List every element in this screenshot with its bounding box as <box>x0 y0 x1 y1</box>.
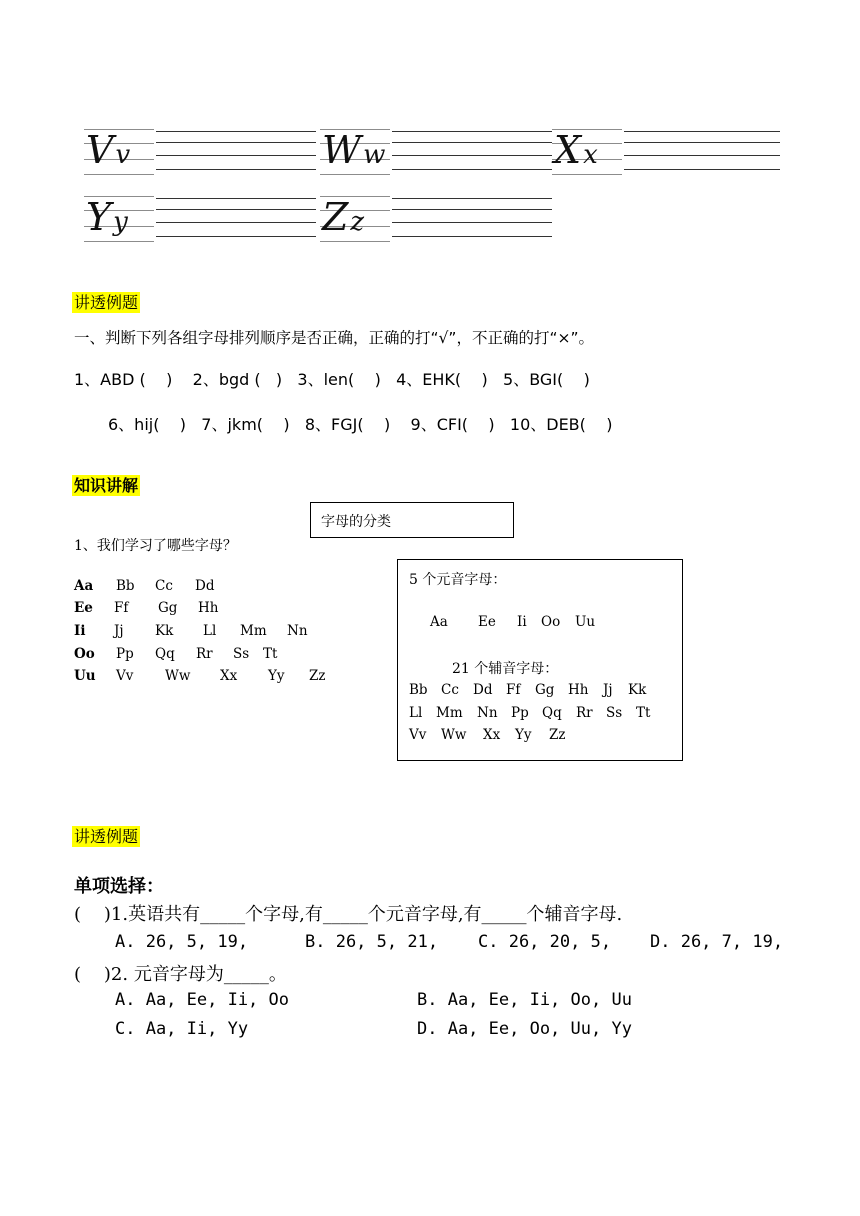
consonant-title: 21 个辅音字母： <box>452 661 559 677</box>
writing-lines <box>392 196 552 242</box>
writing-lines <box>624 129 780 175</box>
title-box-text: 字母的分类 <box>321 514 391 530</box>
writing-lines <box>392 129 552 175</box>
q2-option-a: A. Aa, Ee, Ii, Oo <box>115 990 289 1010</box>
title-box <box>310 502 514 538</box>
question-2: ( )2. 元音字母为_____。 <box>74 964 287 985</box>
single-choice-heading: 单项选择： <box>74 876 164 897</box>
vowel-row: Aa Ee Ii Oo Uu <box>430 614 596 630</box>
section-heading-knowledge <box>72 473 140 496</box>
heading-highlight: 讲透例题 <box>74 827 139 846</box>
letter-glyph: Ww <box>322 128 388 172</box>
handwriting-block-y <box>84 196 316 242</box>
instruction-text: 一、判断下列各组字母排列顺序是否正确，正确的打“√”，不正确的打“×”。 <box>74 329 594 347</box>
letter-box <box>320 196 390 242</box>
heading-highlight: 讲透例题 <box>74 293 139 312</box>
classification-box <box>397 559 683 761</box>
section-heading-examples <box>72 290 140 313</box>
writing-lines <box>156 129 316 175</box>
letter-glyph: Zz <box>322 195 367 239</box>
q1-option-a: A. 26, 5, 19, <box>115 932 249 952</box>
q2-option-d: D. Aa, Ee, Oo, Uu, Yy <box>417 1019 632 1039</box>
section-heading-examples-2 <box>72 824 140 847</box>
letter-box <box>84 196 154 242</box>
q1-option-d: D. 26, 7, 19, <box>650 932 784 952</box>
letter-box <box>84 129 154 175</box>
vowel-title: 5 个元音字母： <box>409 572 507 588</box>
consonant-row-1: Bb Cc Dd Ff Gg Hh Jj Kk <box>409 682 647 698</box>
letter-glyph: Xx <box>554 128 600 172</box>
q2-option-c: C. Aa, Ii, Yy <box>115 1019 249 1039</box>
letter-glyph: Yy <box>86 195 130 239</box>
question-text: 1、我们学习了哪些字母？ <box>74 538 237 554</box>
handwriting-block-w <box>320 129 552 175</box>
q1-option-c: C. 26, 20, 5, <box>478 932 612 952</box>
handwriting-block-x <box>552 129 780 175</box>
handwriting-block-z <box>320 196 552 242</box>
letter-box <box>552 129 622 175</box>
heading-highlight: 知识讲解 <box>74 476 139 495</box>
consonant-row-3: Vv Ww Xx Yy Zz <box>409 727 566 743</box>
judge-line-2: 6、hij( ) 7、jkm( ) 8、FGJ( ) 9、CFI( ) 10、DEB( ) <box>108 415 613 434</box>
writing-lines <box>156 196 316 242</box>
letter-glyph: Vv <box>86 128 133 172</box>
consonant-row-2: Ll Mm Nn Pp Qq Rr Ss Tt <box>409 705 651 721</box>
handwriting-block-v <box>84 129 316 175</box>
q2-option-b: B. Aa, Ee, Ii, Oo, Uu <box>417 990 632 1010</box>
q1-option-b: B. 26, 5, 21, <box>305 932 439 952</box>
question-1: ( )1.英语共有_____个字母,有_____个元音字母,有_____个辅音字母. <box>74 904 623 925</box>
letter-box <box>320 129 390 175</box>
judge-line-1: 1、ABD ( ) 2、bgd ( ) 3、len( ) 4、EHK( ) 5、BGI( ) <box>74 370 590 389</box>
